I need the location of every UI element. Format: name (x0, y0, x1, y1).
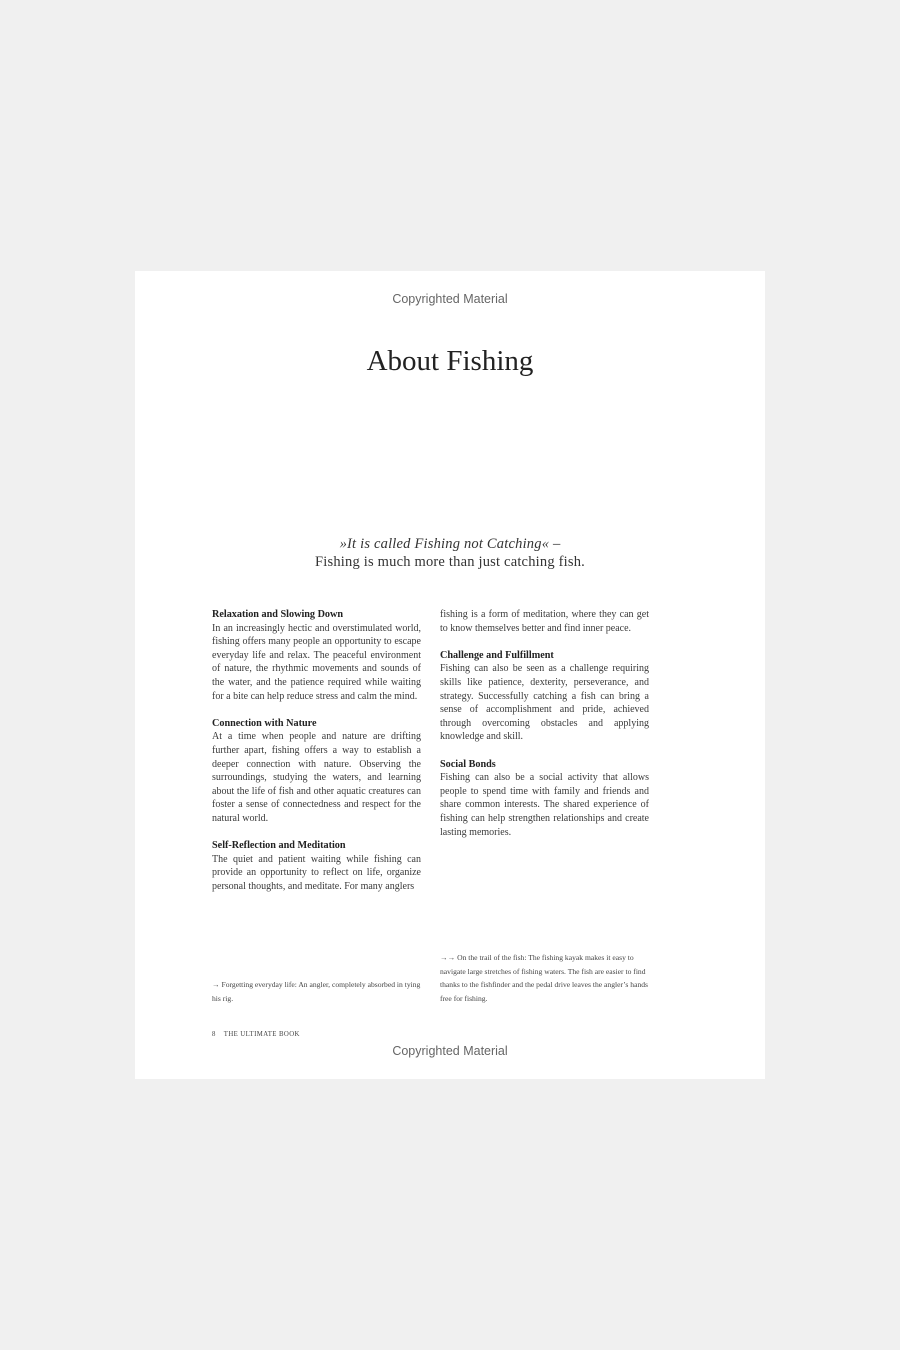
section-body-meditation-continued: fishing is a form of meditation, where they can get to know themselves better and find inner peace. (440, 609, 649, 634)
section-heading-social: Social Bonds (440, 758, 496, 770)
quote-line-2: Fishing is much more than just catching fish. (315, 554, 585, 570)
photo-caption-left: → Forgetting everyday life: An angler, completely absorbed in tying his rig. (212, 980, 421, 1003)
running-footer-title: THE ULTIMATE BOOK (223, 1031, 300, 1038)
quote-line-1: »It is called Fishing not Catching« – (339, 536, 561, 552)
section-body-meditation: The quiet and patient waiting while fishing can provide an opportunity to reflect on life, organize personal thoughts, and meditate. For many anglers (212, 853, 421, 892)
text-column-right (440, 608, 649, 853)
text-column-left (212, 608, 421, 907)
section-heading-nature: Connection with Nature (212, 717, 317, 729)
section-body-challenge: Fishing can also be seen as a challenge requiring skills like patience, dexterity, perseverance, and strategy. Successfully catching a fish can bring a sense of accomplishment and pride, achieved through overcoming obstacles and applying knowledge and skill. (440, 663, 649, 743)
page-title: About Fishing (366, 345, 534, 377)
section-heading-challenge: Challenge and Fulfillment (440, 649, 554, 661)
epigraph-quote (135, 535, 765, 571)
section-body-nature: At a time when people and nature are drifting further apart, fishing offers a way to establish a deeper connection with nature. Observing the surroundings, studying the waters, and learning about the life of fish and other aquatic creatures can foster a sense of connectedness and respect for the natural world. (212, 731, 421, 824)
book-page (135, 271, 765, 1079)
section-heading-relaxation: Relaxation and Slowing Down (212, 609, 344, 620)
section-body-social: Fishing can also be a social activity that allows people to spend time with family and friends and share common interests. The shared experience of fishing can help strengthen relationships and create lasting memories. (440, 772, 649, 838)
page-number: 8 (212, 1031, 216, 1038)
page-footer (212, 1031, 300, 1038)
section-heading-meditation: Self-Reflection and Meditation (212, 840, 346, 852)
copyright-notice-bottom: Copyrighted Material (392, 1044, 508, 1058)
copyright-notice-top: Copyrighted Material (392, 292, 508, 306)
photo-caption-right: →→ On the trail of the fish: The fishing kayak makes it easy to navigate large stretches of fishing waters. The fish are easier to find thanks to the fishfinder and the pedal drive leaves the angler’s hands free for fishing. (440, 953, 648, 1003)
section-body-relaxation: In an increasingly hectic and overstimulated world, fishing offers many people an opportunity to escape everyday life and relax. The peaceful environment of nature, the rhythmic movements and sounds of the water, and the patience required while waiting for a bite can help reduce stress and calm the mind. (212, 622, 421, 702)
